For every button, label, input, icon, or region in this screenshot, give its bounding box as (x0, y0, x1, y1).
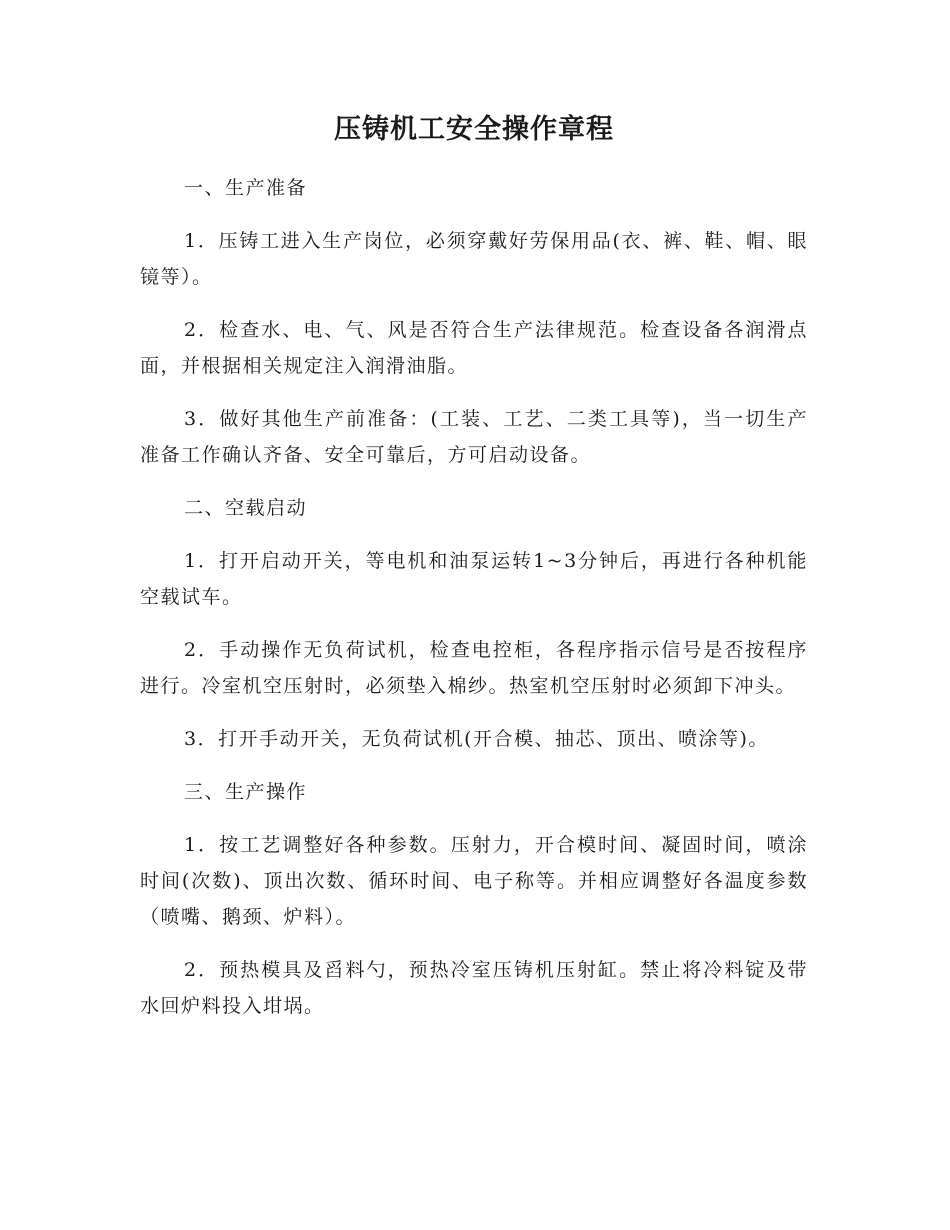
section-idle-start (140, 490, 808, 757)
document-title: 压铸机工安全操作章程 (334, 114, 614, 145)
section-heading: 二、空载启动 (184, 497, 308, 519)
section-heading: 一、生产准备 (184, 177, 308, 199)
paragraph: 2．预热模具及舀料勺，预热冷室压铸机压射缸。禁止将冷料锭及带水回炉料投入坩埚。 (140, 959, 808, 1017)
section-production-operation (140, 774, 808, 1024)
paragraph: 1．打开启动开关，等电机和油泵运转1~3分钟后，再进行各种机能空载试车。 (140, 550, 808, 608)
section-heading: 三、生产操作 (184, 781, 308, 803)
paragraph: 3．打开手动开关，无负荷试机(开合模、抽芯、顶出、喷涂等)。 (184, 728, 769, 750)
paragraph: 1．按工艺调整好各种参数。压射力，开合模时间、凝固时间，喷涂时间(次数)、顶出次数、循环时间、电子称等。并相应调整好各温度参数（喷嘴、鹅颈、炉料）。 (140, 834, 808, 928)
paragraph: 2．手动操作无负荷试机，检查电控柜，各程序指示信号是否按程序进行。冷室机空压射时，必须垫入棉纱。热室机空压射时必须卸下冲头。 (140, 639, 808, 697)
section-preparation (140, 170, 808, 473)
paragraph: 1．压铸工进入生产岗位，必须穿戴好劳保用品(衣、裤、鞋、帽、眼镜等）。 (140, 230, 808, 288)
paragraph: 3．做好其他生产前准备：(工装、工艺、二类工具等)，当一切生产准备工作确认齐备、安全可靠后，方可启动设备。 (140, 408, 808, 466)
paragraph: 2．检查水、电、气、风是否符合生产法律规范。检查设备各润滑点面，并根据相关规定注入润滑油脂。 (140, 319, 808, 377)
document-page (140, 110, 808, 1041)
